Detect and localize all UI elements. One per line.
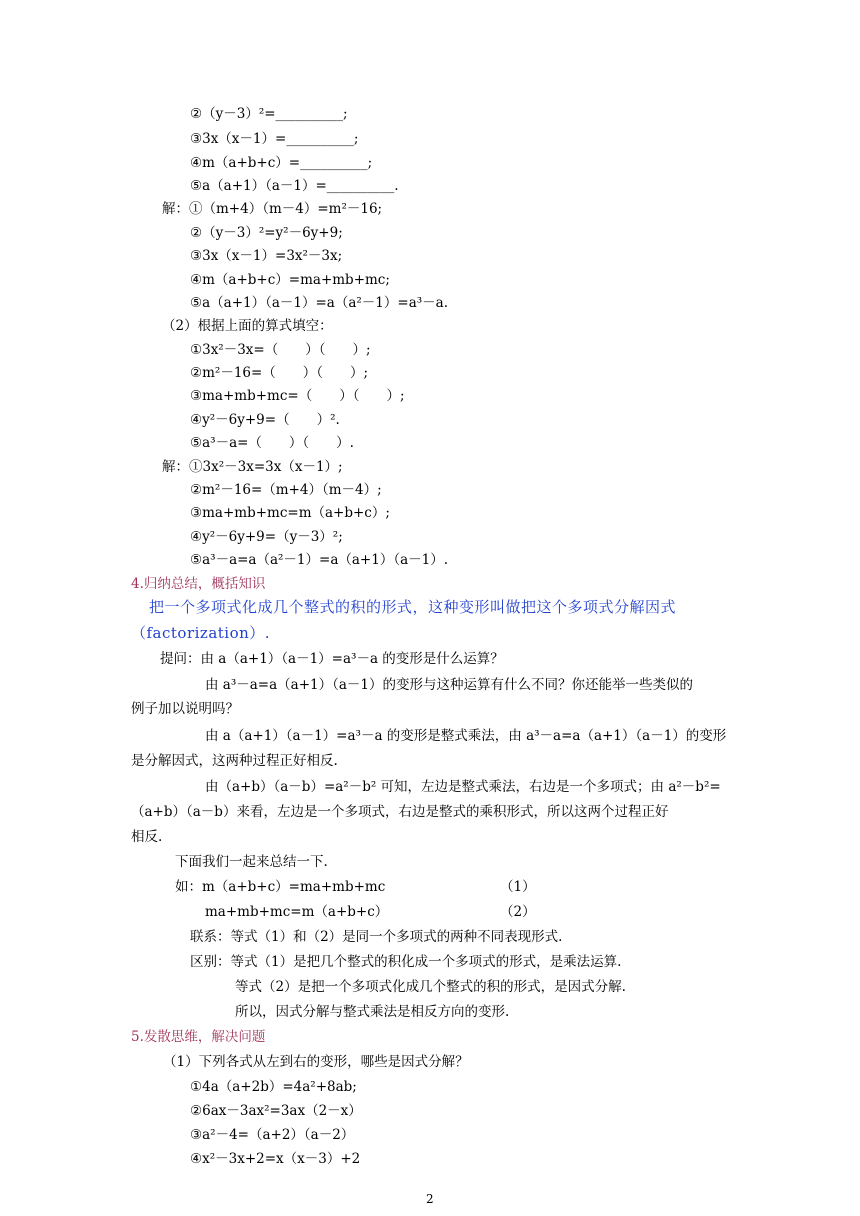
question-line: ②（y－3）²=__________; bbox=[190, 106, 348, 122]
conclusion-text: 所以，因式分解与整式乘法是相反方向的变形. bbox=[235, 1004, 510, 1020]
equation-2: ma+mb+mc=m（a+b+c） bbox=[205, 904, 389, 920]
answer-line: ②m²－16=（m+4）（m－4）; bbox=[190, 482, 382, 498]
question-line: ③3x（x－1）=__________; bbox=[190, 131, 359, 147]
list-item: ③a²－4=（a+2）（a－2） bbox=[190, 1127, 355, 1143]
body-text: 是分解因式，这两种过程正好相反. bbox=[131, 753, 338, 769]
body-text: 例子加以说明吗？ bbox=[131, 701, 239, 717]
body-text: （a+b）（a－b）来看，左边是一个多项式，右边是整式的乘积形式，所以这两个过程正好 bbox=[131, 804, 669, 820]
definition-text: （factorization）. bbox=[131, 624, 271, 642]
page-number: 2 bbox=[426, 1192, 434, 1206]
list-item: ④x²－3x+2=x（x－3）+2 bbox=[190, 1151, 361, 1167]
body-text: 由 a³－a=a（a+1）（a－1）的变形与这种运算有什么不同？你还能举一些类似的 bbox=[205, 677, 693, 693]
body-text: 相反. bbox=[131, 829, 163, 845]
difference-text: 等式（2）是把一个多项式化成几个整式的积的形式，是因式分解. bbox=[235, 979, 626, 995]
answer-line: ⑤a³－a=a（a²－1）=a（a+1）（a－1）. bbox=[190, 552, 449, 568]
definition-text: 把一个多项式化成几个整式的积的形式，这种变形叫做把这个多项式分解因式 bbox=[149, 598, 677, 616]
question-line: ④m（a+b+c）=__________; bbox=[190, 155, 373, 171]
equation-1: 如：m（a+b+c）=ma+mb+mc bbox=[175, 879, 386, 895]
question-text: （1）下列各式从左到右的变形，哪些是因式分解？ bbox=[163, 1054, 469, 1070]
section-title: 5.发散思维，解决问题 bbox=[131, 1029, 266, 1045]
section-title: 4.归纳总结，概括知识 bbox=[131, 576, 266, 592]
answer-line: ③ma+mb+mc=m（a+b+c）; bbox=[190, 505, 390, 521]
body-text: 下面我们一起来总结一下. bbox=[175, 854, 328, 870]
list-item: ②6ax－3ax²=3ax（2－x） bbox=[190, 1103, 362, 1119]
list-item: ①4a（a+2b）=4a²+8ab; bbox=[190, 1079, 357, 1095]
part2-heading: （2）根据上面的算式填空： bbox=[162, 318, 333, 334]
question-line: ④y²－6y+9=（ ）². bbox=[190, 412, 340, 428]
body-text: 提问：由 a（a+1）（a－1）=a³－a 的变形是什么运算？ bbox=[160, 651, 504, 667]
answer-line: ②（y－3）²=y²－6y+9; bbox=[190, 225, 343, 241]
relation-text: 联系：等式（1）和（2）是同一个多项式的两种不同表现形式. bbox=[190, 929, 563, 945]
equation-1-tag: （1） bbox=[500, 879, 536, 895]
question-line: ①3x²－3x=（ ）（ ）; bbox=[190, 342, 371, 358]
question-line: ⑤a³－a=（ ）（ ）. bbox=[190, 435, 354, 451]
question-line: ⑤a（a+1）（a－1）=__________. bbox=[190, 178, 399, 194]
question-line: ②m²－16=（ ）（ ）; bbox=[190, 365, 369, 381]
answer-line: ④m（a+b+c）=ma+mb+mc; bbox=[190, 272, 390, 288]
question-line: ③ma+mb+mc=（ ）（ ）; bbox=[190, 388, 405, 404]
body-text: 由（a+b）（a－b）=a²－b² 可知，左边是整式乘法，右边是一个多项式；由 a²－b²= bbox=[205, 779, 721, 795]
equation-2-tag: （2） bbox=[500, 904, 536, 920]
answer-line: ⑤a（a+1）（a－1）=a（a²－1）=a³－a. bbox=[190, 295, 449, 311]
answer-line: ④y²－6y+9=（y－3）²; bbox=[190, 529, 343, 545]
difference-text: 区别：等式（1）是把几个整式的积化成一个多项式的形式，是乘法运算. bbox=[190, 954, 622, 970]
answer-line: 解：①3x²－3x=3x（x－1）; bbox=[162, 459, 343, 475]
answer-line: ③3x（x－1）=3x²－3x; bbox=[190, 248, 343, 264]
answer-line: 解：①（m+4）（m－4）=m²－16; bbox=[162, 201, 383, 217]
body-text: 由 a（a+1）（a－1）=a³－a 的变形是整式乘法，由 a³－a=a（a+1）（a－1）的变形 bbox=[205, 728, 727, 744]
